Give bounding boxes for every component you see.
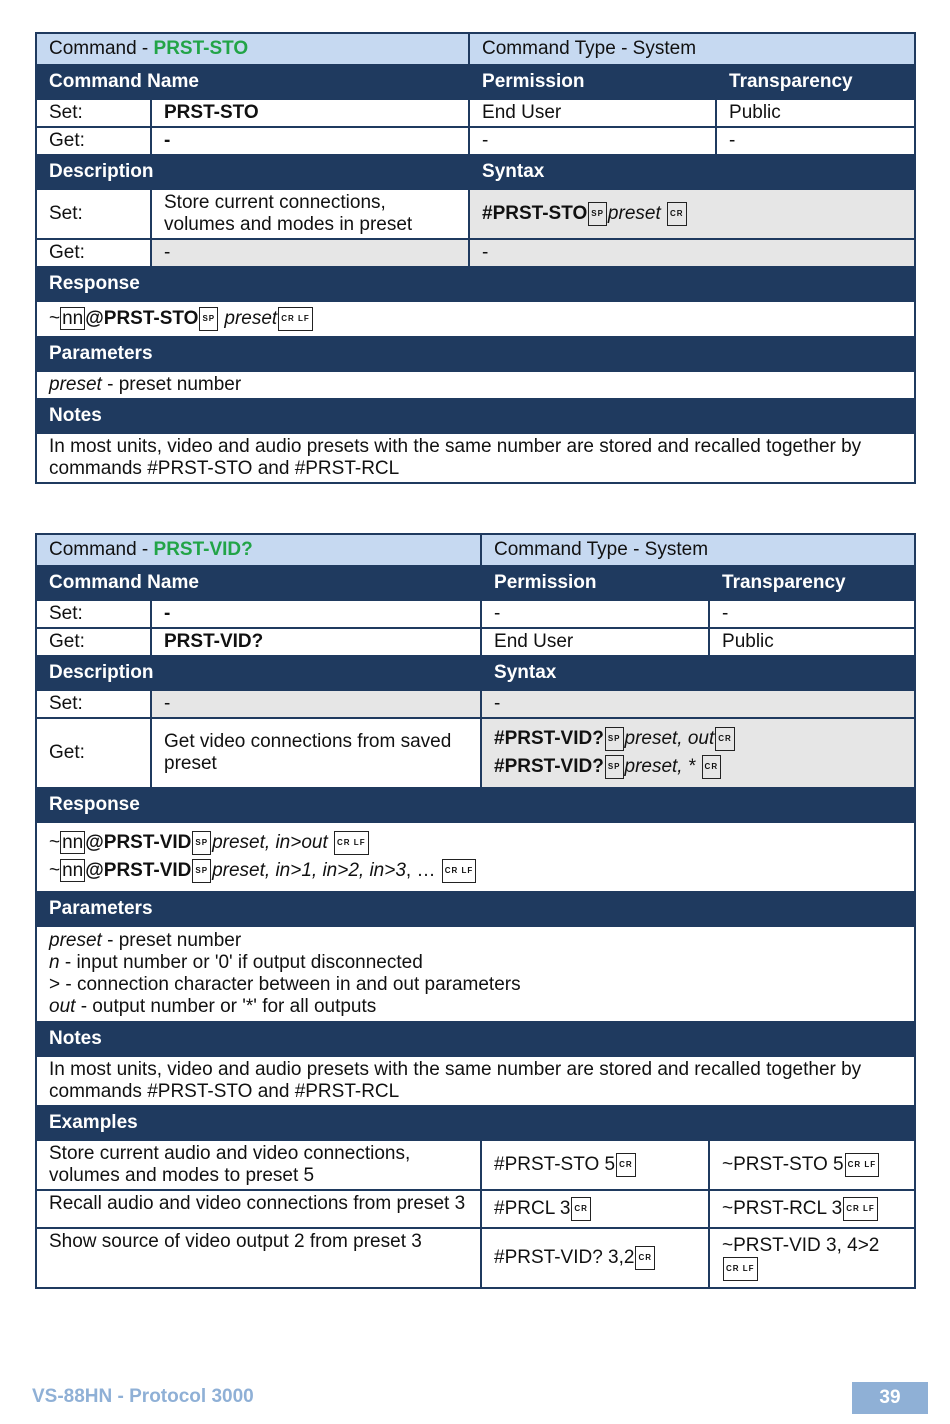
response-param: preset, in>1, in>2, in>3: [212, 860, 406, 882]
cr-key-icon: CR: [667, 202, 687, 226]
cr-key-icon: CR: [715, 727, 735, 751]
command-table-prst-vid: [35, 533, 916, 1289]
notes-cell: In most units, video and audio presets with the same number are stored and recalled together by commands #PRST-STO and #PRST-RCL: [36, 1056, 915, 1106]
page-number: 39: [852, 1382, 928, 1414]
syntax-line: [494, 755, 902, 779]
crlf-key-icon: CR LF: [845, 1153, 880, 1177]
set-label: Set:: [36, 600, 151, 628]
param-line: [49, 952, 902, 974]
set-permission: End User: [469, 99, 716, 127]
example-description: Show source of video output 2 from preset 3: [36, 1228, 481, 1288]
get-transparency: -: [716, 127, 915, 155]
example-response-text: ~PRST-RCL 3: [722, 1198, 843, 1220]
param-description: - connection character between in and out parameters: [60, 974, 521, 995]
get-label: Get:: [36, 239, 151, 267]
syntax-line: [494, 727, 902, 751]
example-response-text: ~PRST-STO 5: [722, 1154, 844, 1176]
example-command-text: #PRCL 3: [494, 1198, 571, 1220]
header-syntax: Syntax: [469, 155, 915, 189]
get-transparency: Public: [709, 628, 915, 656]
crlf-key-icon: CR LF: [278, 307, 313, 331]
set-command-name: -: [151, 600, 481, 628]
param-name: preset: [49, 374, 102, 395]
get-label: Get:: [36, 628, 151, 656]
syntax-param: preset, out: [624, 728, 715, 750]
cr-key-icon: CR: [616, 1153, 636, 1177]
syntax-command: #PRST-STO: [482, 203, 588, 225]
header-transparency: Transparency: [716, 65, 915, 99]
command-prefix: Command -: [49, 539, 154, 560]
get-label: Get:: [36, 718, 151, 788]
param-description: - input number or '0' if output disconnected: [59, 952, 423, 973]
response-nn: nn: [62, 308, 84, 330]
command-title-cell: [36, 534, 481, 566]
param-description: - preset number: [101, 930, 242, 951]
set-syntax: [469, 189, 915, 239]
syntax-command: #PRST-VID?: [494, 756, 604, 778]
get-syntax: -: [469, 239, 915, 267]
param-description: - output number or '*' for all outputs: [75, 996, 377, 1017]
get-description: Get video connections from saved preset: [151, 718, 481, 788]
header-description: Description: [36, 155, 469, 189]
set-transparency: Public: [716, 99, 915, 127]
example-description: Recall audio and video connections from preset 3: [36, 1190, 481, 1228]
header-syntax: Syntax: [481, 656, 915, 690]
command-type: Command Type - System: [469, 33, 915, 65]
response-line: [49, 831, 902, 855]
command-title-cell: [36, 33, 469, 65]
command-type: Command Type - System: [481, 534, 915, 566]
header-notes: Notes: [36, 1022, 915, 1056]
footer-title: VS-88HN - Protocol 3000: [32, 1386, 254, 1407]
response-cell: [36, 301, 915, 337]
get-command-name: PRST-VID?: [151, 628, 481, 656]
set-permission: -: [481, 600, 709, 628]
command-table-prst-sto: [35, 32, 916, 484]
get-command-name: -: [151, 127, 469, 155]
header-permission: Permission: [481, 566, 709, 600]
example-response-text: ~PRST-VID 3, 4>2: [722, 1235, 880, 1256]
example-description: Store current audio and video connections, volumes and modes to preset 5: [36, 1140, 481, 1190]
response-tilde: ~: [49, 860, 61, 882]
response-tilde: ~: [49, 308, 61, 330]
get-label: Get:: [36, 127, 151, 155]
crlf-key-icon: CR LF: [334, 831, 369, 855]
set-description: -: [151, 690, 481, 718]
example-command: [481, 1228, 709, 1288]
response-nn: nn: [62, 860, 84, 882]
sp-key-icon: SP: [192, 859, 211, 883]
crlf-key-icon: CR LF: [723, 1257, 758, 1281]
get-permission: -: [469, 127, 716, 155]
get-permission: End User: [481, 628, 709, 656]
param-line: [49, 930, 902, 952]
header-command-name: Command Name: [36, 65, 469, 99]
response-command: @PRST-STO: [85, 308, 199, 330]
parameters-cell: [36, 371, 915, 399]
param-name: preset: [49, 930, 102, 951]
get-syntax: [481, 718, 915, 788]
param-line: [49, 974, 902, 996]
syntax-param: preset: [607, 203, 661, 225]
syntax-command: #PRST-VID?: [494, 728, 604, 750]
header-description: Description: [36, 656, 481, 690]
sp-key-icon: SP: [605, 727, 624, 751]
response-ellipsis: , …: [405, 860, 436, 882]
response-cell: [36, 822, 915, 892]
example-response: [709, 1190, 915, 1228]
crlf-key-icon: CR LF: [843, 1197, 878, 1221]
example-command-text: #PRST-STO 5: [494, 1154, 616, 1176]
example-command: [481, 1140, 709, 1190]
set-transparency: -: [709, 600, 915, 628]
crlf-key-icon: CR LF: [442, 859, 477, 883]
sp-key-icon: SP: [192, 831, 211, 855]
header-examples: Examples: [36, 1106, 915, 1140]
notes-cell: In most units, video and audio presets with the same number are stored and recalled together by commands #PRST-STO and #PRST-RCL: [36, 433, 915, 483]
response-param: preset, in>out: [212, 832, 328, 854]
param-line: [49, 996, 902, 1018]
response-nn: nn: [62, 832, 84, 854]
sp-key-icon: SP: [588, 202, 607, 226]
set-label: Set:: [36, 189, 151, 239]
response-param: preset: [219, 308, 278, 330]
set-label: Set:: [36, 690, 151, 718]
set-label: Set:: [36, 99, 151, 127]
param-description: - preset number: [101, 374, 242, 395]
parameters-cell: [36, 926, 915, 1022]
response-line: [49, 859, 902, 883]
get-description: -: [151, 239, 469, 267]
header-transparency: Transparency: [709, 566, 915, 600]
header-command-name: Command Name: [36, 566, 481, 600]
header-response: Response: [36, 788, 915, 822]
cr-key-icon: CR: [571, 1197, 591, 1221]
header-permission: Permission: [469, 65, 716, 99]
cr-key-icon: CR: [635, 1246, 655, 1270]
response-command: @PRST-VID: [85, 860, 192, 882]
param-name: out: [49, 996, 76, 1017]
example-command-text: #PRST-VID? 3,2: [494, 1247, 635, 1269]
header-notes: Notes: [36, 399, 915, 433]
header-parameters: Parameters: [36, 892, 915, 926]
response-command: @PRST-VID: [85, 832, 192, 854]
sp-key-icon: SP: [605, 755, 624, 779]
example-response: [709, 1228, 915, 1288]
example-command: [481, 1190, 709, 1228]
set-description: Store current connections, volumes and modes in preset: [151, 189, 469, 239]
header-parameters: Parameters: [36, 337, 915, 371]
param-name: n: [49, 952, 60, 973]
set-command-name: PRST-STO: [151, 99, 469, 127]
command-name: PRST-VID?: [153, 539, 253, 560]
command-name: PRST-STO: [153, 38, 249, 59]
cr-key-icon: CR: [702, 755, 722, 779]
sp-key-icon: SP: [199, 307, 218, 331]
example-response: [709, 1140, 915, 1190]
command-prefix: Command -: [49, 38, 154, 59]
header-response: Response: [36, 267, 915, 301]
response-tilde: ~: [49, 832, 61, 854]
set-syntax: -: [481, 690, 915, 718]
param-name: >: [49, 974, 61, 995]
syntax-param: preset, *: [624, 756, 696, 778]
